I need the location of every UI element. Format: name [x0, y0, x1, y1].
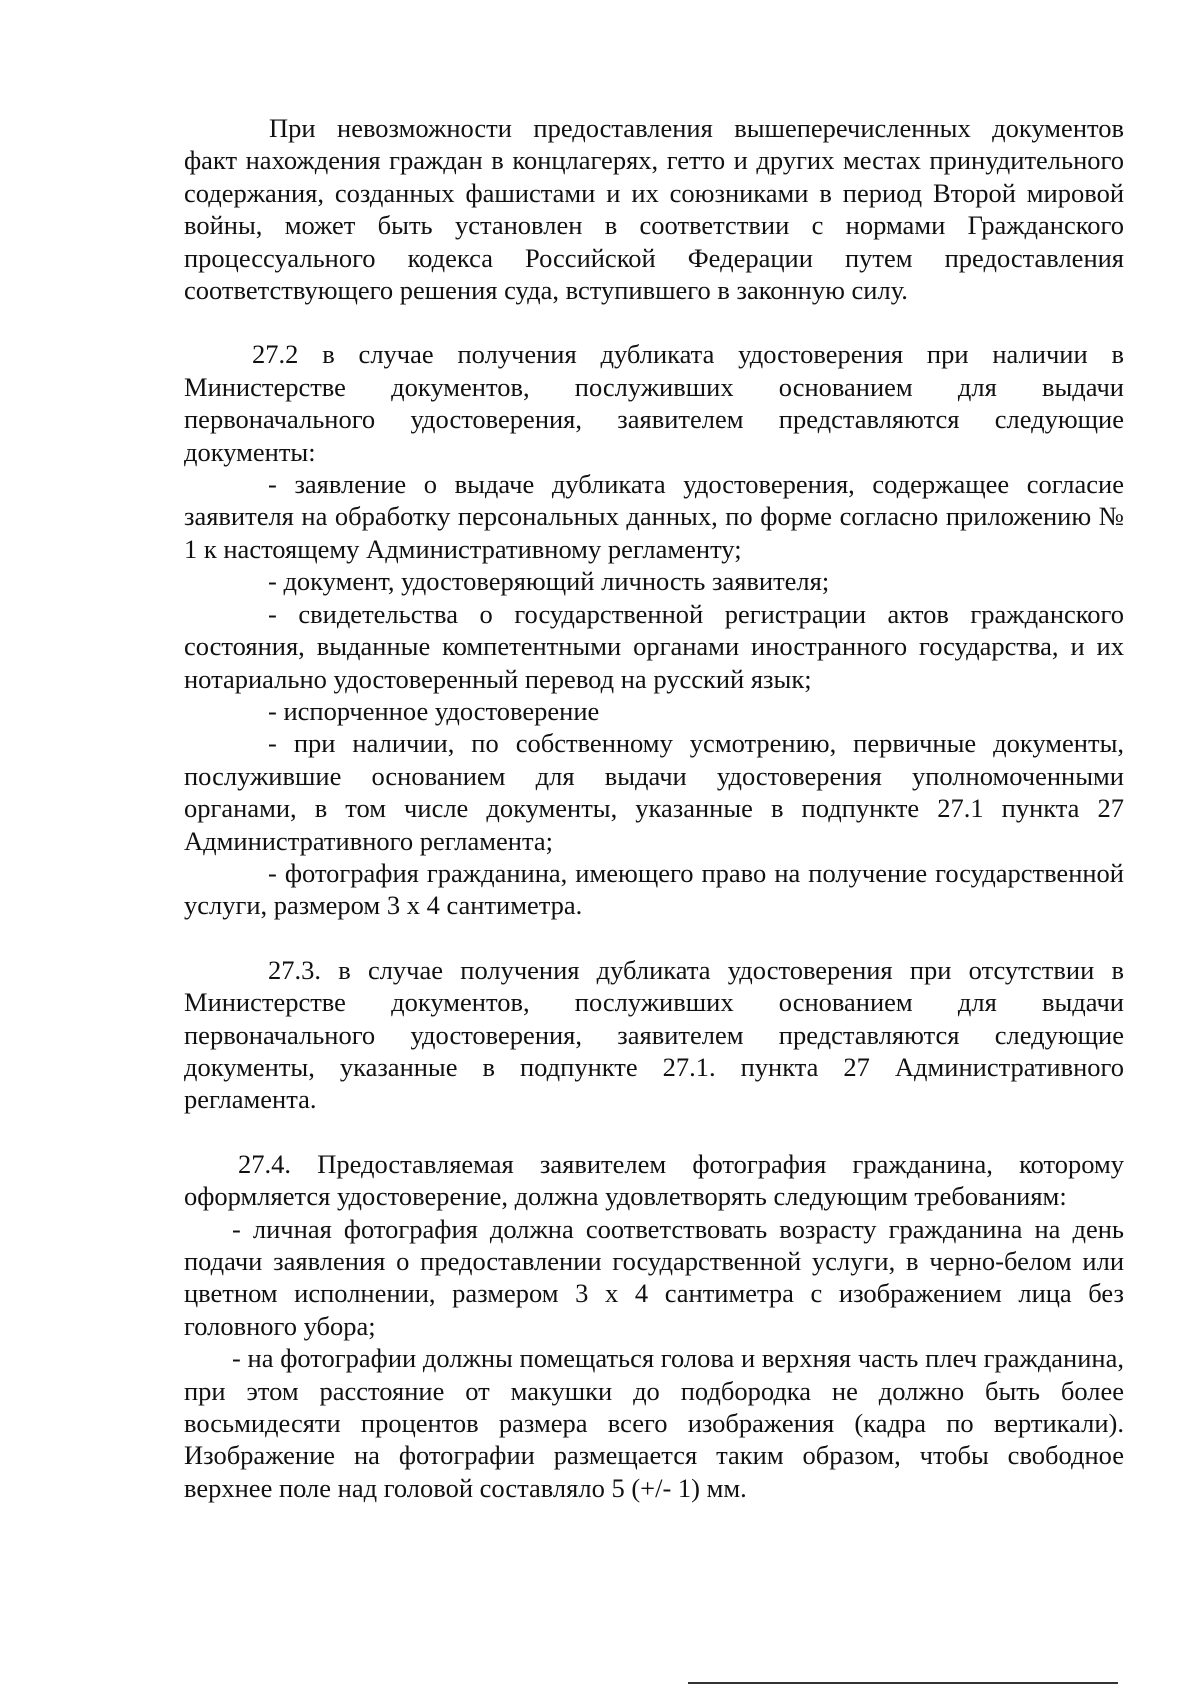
list-item-application: - заявление о выдаче дубликата удостоверения, содержащее согласие заявителя на обработку персональных данных, по форме согласно приложению № 1 к настоящему Административному регламенту; — [184, 469, 1124, 564]
list-item-photo: - фотография гражданина, имеющего право на получение государственной услуги, размером 3 х 4 сантиметра. — [184, 857, 1124, 921]
list-item-primary-documents: - при наличии, по собственному усмотрению, первичные документы, послужившие основанием для выдачи удостоверения уполномоченными органами, в том числе документы, указанные в подпункте 27.1 пункта 27 Административного регламента; — [184, 728, 1124, 856]
paragraph-27-3: 27.3. в случае получения дубликата удостоверения при отсутствии в Министерстве документов, послуживших основанием для выдачи первоначального удостоверения, заявителем представляются следующие документы, указанные в подпункте 27.1. пункта 27 Административного регламента. — [184, 954, 1124, 1115]
list-item-photo-head: - на фотографии должны помещаться голова и верхняя часть плеч гражданина, при этом расстояние от макушки до подбородка не должно быть более восьмидесяти процентов размера всего изображения (кадра по вертикали). Изображение на фотографии размещается таким образом, чтобы свободное верхнее поле над головой составляло 5 (+/- 1) мм. — [184, 1343, 1124, 1503]
paragraph-27-2: 27.2 в случае получения дубликата удостоверения при наличии в Министерстве документов, послуживших основанием для выдачи первоначального удостоверения, заявителем представляются следующие документы: — [184, 339, 1124, 467]
paragraph-gap — [184, 1116, 1124, 1148]
list-item-photo-age: - личная фотография должна соответствовать возрасту гражданина на день подачи заявления о предоставлении государственной услуги, в черно-белом или цветном исполнении, размером 3 х 4 сантиметра с изображением лица без головного убора; — [184, 1213, 1124, 1341]
paragraph-27-4: 27.4. Предоставляемая заявителем фотография гражданина, которому оформляется удостоверение, должна удовлетворять следующим требованиям: — [184, 1148, 1124, 1212]
footer-rule — [688, 1682, 1118, 1684]
document-page — [184, 112, 1124, 1504]
paragraph-no-documents: При невозможности предоставления вышеперечисленных документов факт нахождения граждан в концлагерях, гетто и других местах принудительного содержания, созданных фашистами и их союзниками в период Второй мировой войны, может быть установлен в соответствии с нормами Гражданского процессуального кодекса Российской Федерации путем предоставления соответствующего решения суда, вступившего в законную силу. — [184, 113, 1124, 306]
paragraph-gap — [184, 922, 1124, 954]
list-item-civil-registration: - свидетельства о государственной регистрации актов гражданского состояния, выданные компетентными органами иностранного государства, и их нотариально удостоверенный перевод на русский язык; — [184, 598, 1124, 694]
list-item-identity-document: - документ, удостоверяющий личность заявителя; — [268, 566, 830, 597]
paragraph-gap — [184, 306, 1124, 338]
list-item-damaged-certificate: - испорченное удостоверение — [268, 695, 600, 726]
